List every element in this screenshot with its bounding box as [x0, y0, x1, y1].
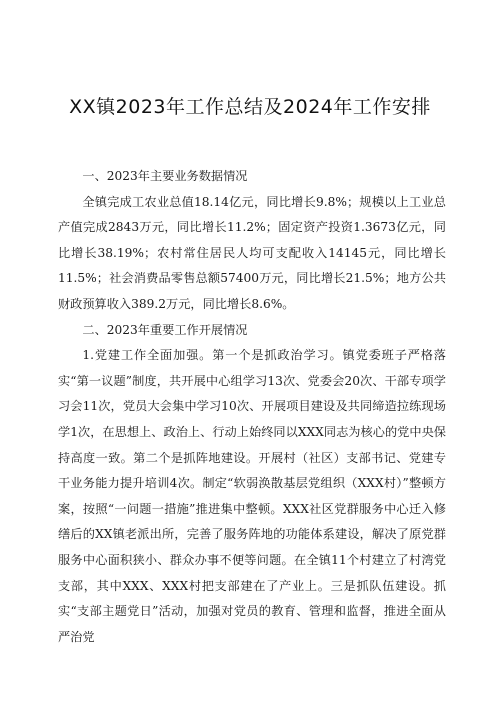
document-title: XX镇2023年工作总结及2024年工作安排 — [69, 96, 431, 118]
body-paragraph: 全镇完成工农业总值18.14亿元，同比增长9.8%；规模以上工业总产值完成2843万元，同比增长11.2%；固定资产投资1.3673亿元，同比增长38.19%；农村常住居民人均可支配收入14145元，同比增长11.5%；社会消费品零售总额57400万元，同比增长21.5%；地方公共财政预算收入389.2万元，同比增长8.6%。 — [58, 194, 446, 311]
document-body — [58, 164, 446, 650]
section-heading: 二、2023年重要工作开展情况 — [82, 322, 248, 337]
section-heading: 一、2023年主要业务数据情况 — [82, 169, 248, 183]
body-paragraph: 1.党建工作全面加强。第一个是抓政治学习。镇党委班子严格落实“第一议题”制度，共开展中心组学习13次、党委会20次、干部专项学习会11次，党员大会集中学习10次、开展项目建设及共同缔造拉练现场学1次，在思想上、政治上、行动上始终同以XXX同志为核心的党中央保持高度一致。第二个是抓阵地建设。开展村（社区）支部书记、党建专干业务能力提升培训4次。制定“软弱涣散基层党组织（XXX村）”整顿方案，按照“一问题一措施”推进集中整顿。XXX社区党群服务中心迁入修缮后的XX镇老派出所，完善了服务阵地的功能体系建设，解决了原党群服务中心面积狭小、群众办事不便等问题。在全镇11个村建立了村湾党支部，其中XXX、XXX村把支部建在了产业上。三是抓队伍建设。抓实“支部主题党日”活动，加强对党员的教育、管理和监督，推进全面从严治党 — [58, 348, 446, 644]
